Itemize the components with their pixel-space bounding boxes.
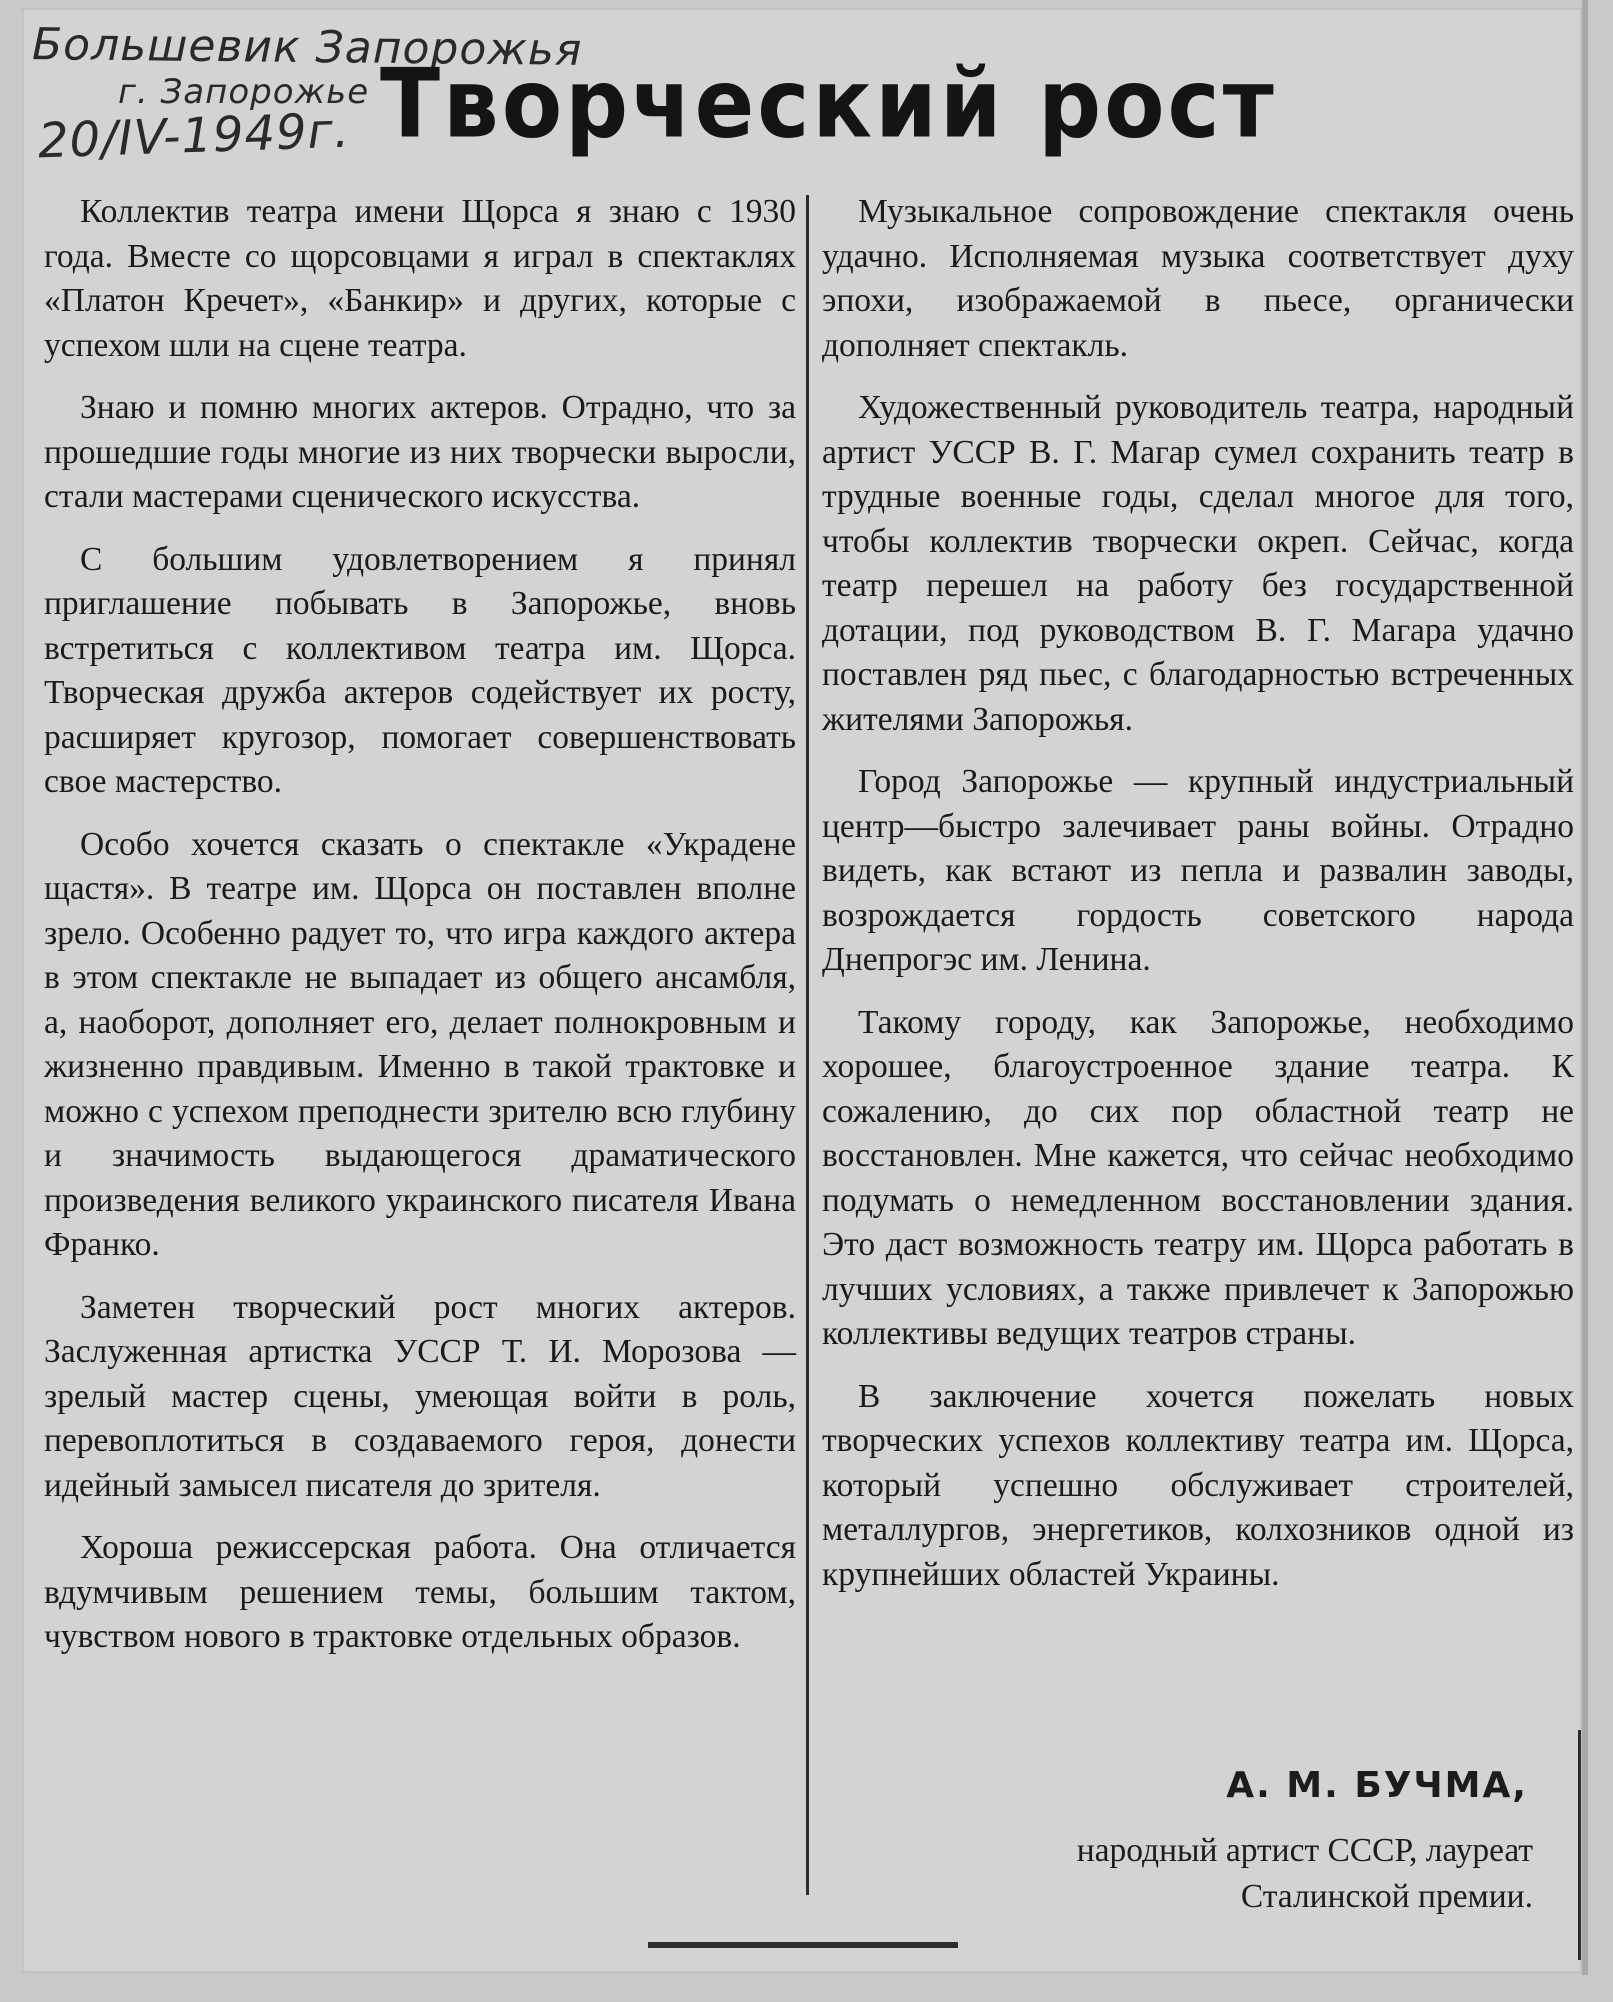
article-headline: Творческий рост [380,48,1277,160]
paragraph: Художественный руководитель театра, народный артист УССР В. Г. Магар сумел сохранить театр в трудные военные годы, сделал многое для того, чтобы коллектив творчески окреп. Сейчас, когда театр перешел на работу без государственной дотации, под руководством В. Г. Магара удачно поставлен ряд пьес, с благодарностью встреченных жителями Запорожья. [822,389,1574,738]
author-signature: А. М. БУЧМА, [1226,1765,1528,1806]
paragraph: Особо хочется сказать о спектакле «Украдене щастя». В театре им. Щорса он поставлен вполне зрело. Особенно радует то, что игра каждого актера в этом спектакле не выпадает из общего ансамбля, а, наоборот, дополняет его, делает полнокровным и жизненно правдивым. Именно в такой трактовке и можно с успехом преподнести зрителю всю глубину и значимость выдающегося драматического произведения великого украинского писателя Ивана Франко. [44,825,796,1263]
column-divider [806,195,809,1895]
author-title-line: народный артист СССР, лауреат [1076,1832,1533,1869]
author-title [933,1828,1533,1920]
paragraph: Город Запорожье — крупный индустриальный центр—быстро залечивает раны войны. Отрадно видеть, как встают из пепла и развалин заводы, возрождается гордость советского народа Днепрогэс им. Ленина. [822,763,1574,978]
paragraph: В заключение хочется пожелать новых творческих успехов коллективу театра им. Щорса, который успешно обслуживает строителей, металлургов, энергетиков, колхозников одной из крупнейших областей Украины. [822,1377,1574,1593]
handwritten-newspaper-name: Большевик Запорожья [31,19,583,76]
handwritten-city: г. Запорожье [118,72,370,112]
paragraph: Хороша режиссерская работа. Она отличается вдумчивым решением темы, большим тактом, чувством нового в трактовке отдельных образов. [44,1529,796,1655]
bottom-rule [648,1942,958,1948]
paragraph: Коллектив театра имени Щорса я знаю с 1930 года. Вместе со щорсовцами я играл в спектаклях «Платон Кречет», «Банкир» и других, которые с успехом шли на сцене театра. [44,193,796,364]
article-column-left [44,190,796,1678]
paragraph: Музыкальное сопровождение спектакля очень удачно. Исполняемая музыка соответствует духу эпохи, изображаемой в пьесе, органически дополняет спектакль. [822,193,1574,364]
handwritten-date: 20/IV-1949г. [37,102,351,170]
clipping-edge-shadow [1582,0,1588,1975]
article-column-right [822,190,1574,1615]
right-border-rule [1578,1730,1581,1960]
paragraph: С большим удовлетворением я принял приглашение побывать в Запорожье, вновь встретиться с коллективом театра им. Щорса. Творческая дружба актеров содействует их росту, расширяет кругозор, помогает совершенствовать свое мастерство. [44,540,796,800]
paragraph: Заметен творческий рост многих актеров. Заслуженная артистка УССР Т. И. Морозова — зрелый мастер сцены, умеющая войти в роль, перевоплотиться в создаваемого героя, донести идейный замысел писателя до зрителя. [44,1288,796,1504]
author-title-line: Сталинской премии. [1240,1878,1533,1915]
paragraph: Такому городу, как Запорожье, необходимо хорошее, благоустроенное здание театра. К сожалению, до сих пор областной театр не восстановлен. Мне кажется, что сейчас необходимо подумать о немедленном восстановлении здания. Это даст возможность театру им. Щорса работать в лучших условиях, а также привлечет к Запорожью коллективы ведущих театров страны. [822,1003,1574,1352]
paragraph: Знаю и помню многих актеров. Отрадно, что за прошедшие годы многие из них творчески выросли, стали мастерами сценического искусства. [44,389,796,515]
